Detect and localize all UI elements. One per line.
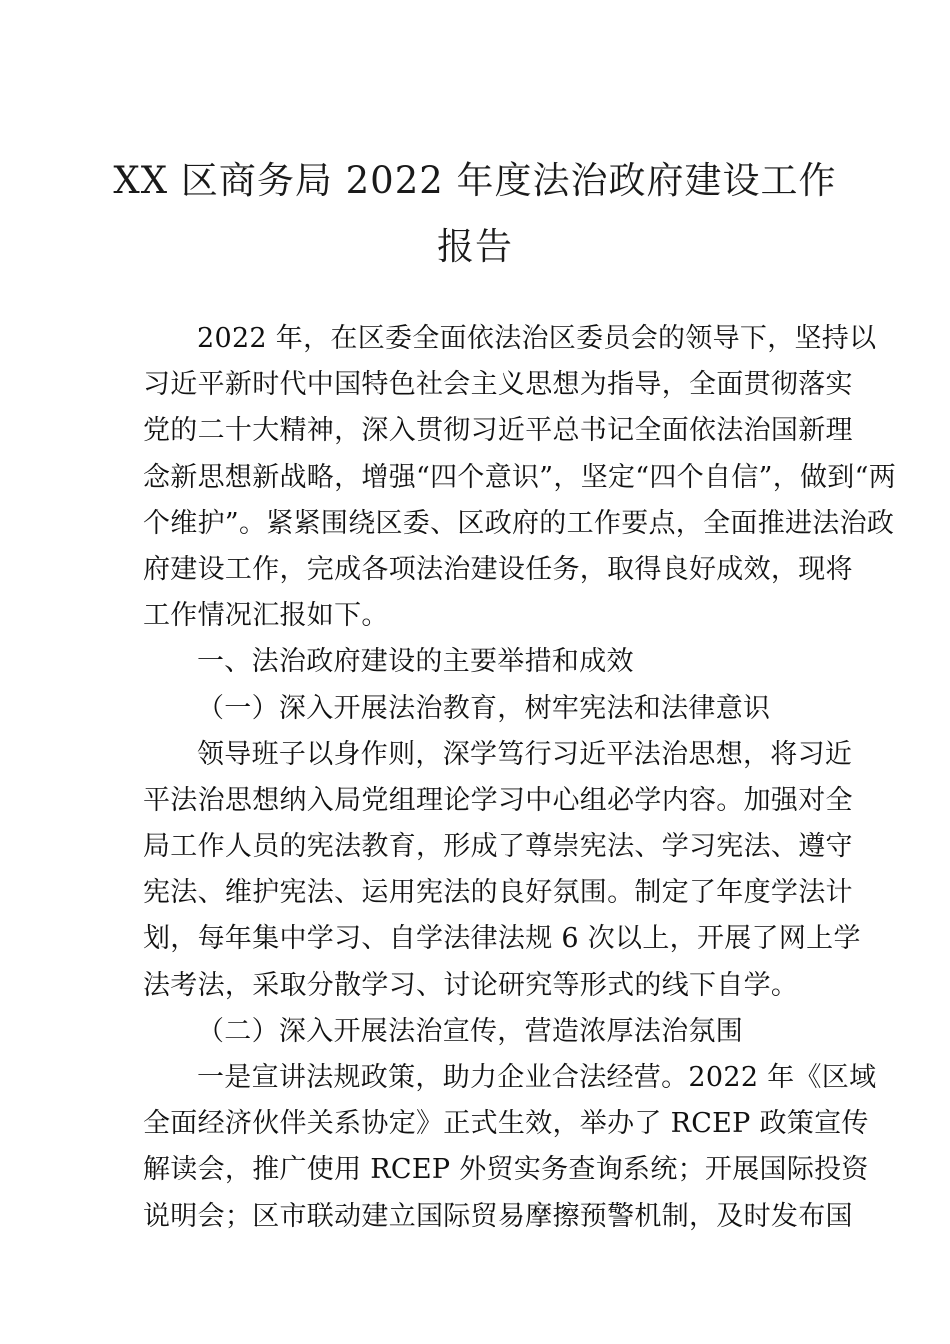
paragraph-line: 党的二十大精神，深入贯彻习近平总书记全面依法治国新理 bbox=[143, 415, 853, 447]
paragraph-line: 宪法、维护宪法、运用宪法的良好氛围。制定了年度学法计 bbox=[143, 877, 853, 909]
paragraph-line: 念新思想新战略，增强“四个意识”，坚定“四个自信”，做到“两 bbox=[143, 461, 897, 493]
document-body bbox=[143, 316, 897, 1240]
paragraph-line: 个维护”。紧紧围绕区委、区政府的工作要点，全面推进法治政 bbox=[143, 507, 895, 539]
paragraph-line: 一是宣讲法规政策，助力企业合法经营。2022 年《区域 bbox=[197, 1062, 877, 1093]
section-heading: 一、法治政府建设的主要举措和成效 bbox=[197, 646, 634, 678]
paragraph-line: 工作情况汇报如下。 bbox=[143, 600, 389, 632]
paragraph-line: 平法治思想纳入局党组理论学习中心组必学内容。加强对全 bbox=[143, 784, 853, 816]
subsection-heading: （一）深入开展法治教育，树牢宪法和法律意识 bbox=[197, 692, 771, 724]
paragraph-line: 划，每年集中学习、自学法律法规 6 次以上，开展了网上学 bbox=[143, 923, 861, 955]
paragraph-line: 局工作人员的宪法教育，形成了尊崇宪法、学习宪法、遵守 bbox=[143, 831, 853, 863]
paragraph-line: 习近平新时代中国特色社会主义思想为指导，全面贯彻落实 bbox=[143, 369, 853, 401]
paragraph-line: 2022 年，在区委全面依法治区委员会的领导下，坚持以 bbox=[197, 323, 877, 354]
subsection-heading: （二）深入开展法治宣传，营造浓厚法治氛围 bbox=[197, 1015, 743, 1047]
paragraph-line: 府建设工作，完成各项法治建设任务，取得良好成效，现将 bbox=[143, 553, 853, 585]
paragraph-line: 法考法，采取分散学习、讨论研究等形式的线下自学。 bbox=[143, 969, 799, 1001]
document-title-line-2: 报告 bbox=[437, 225, 513, 268]
paragraph-line: 解读会，推广使用 RCEP 外贸实务查询系统；开展国际投资 bbox=[143, 1154, 869, 1186]
paragraph-line: 领导班子以身作则，深学笃行习近平法治思想，将习近 bbox=[197, 738, 853, 770]
paragraph-line: 全面经济伙伴关系协定》正式生效，举办了 RCEP 政策宣传 bbox=[143, 1108, 869, 1140]
paragraph-line: 说明会；区市联动建立国际贸易摩擦预警机制，及时发布国 bbox=[143, 1200, 853, 1232]
document-title-line-1: XX 区商务局 2022 年度法治政府建设工作 bbox=[113, 159, 837, 202]
